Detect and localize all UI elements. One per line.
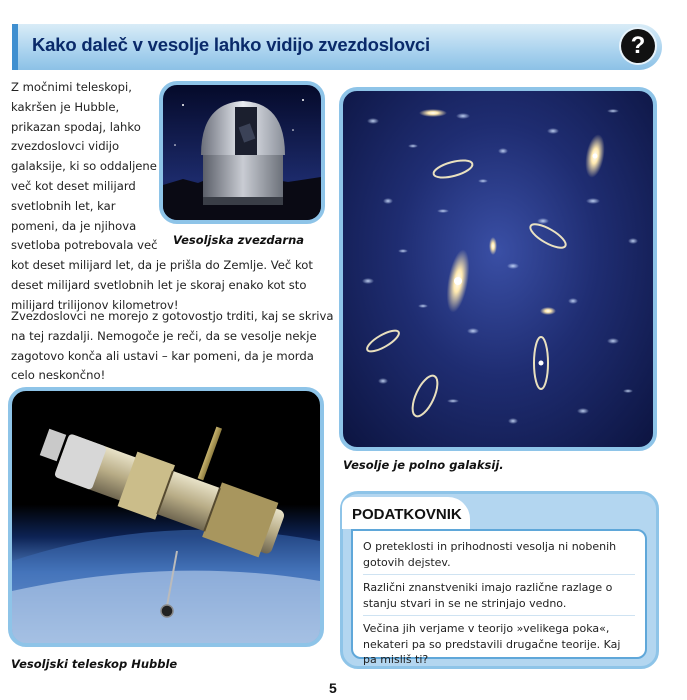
hubble-illustration <box>12 391 320 643</box>
observatory-caption: Vesoljska zvezdarna <box>173 233 305 247</box>
factbox-content <box>351 529 647 666</box>
hubble-image <box>8 387 324 647</box>
galaxies-image <box>339 87 657 451</box>
observatory-image <box>159 81 325 224</box>
galaxies-caption: Vesolje je polno galaksij. <box>343 458 504 472</box>
page-title: Kako daleč v vesolje lahko vidijo zvezdoslovci <box>32 34 430 55</box>
distance-paragraph: Zvezdoslovci ne morejo z gotovostjo trditi, kaj se skriva na tej razdalji. Nemogoče je reči, da se vesolje nekje zagotovo konča ali ustavi – kar pomeni, da je morda celo neskončno! <box>11 309 334 383</box>
hubble-caption: Vesoljski teleskop Hubble <box>11 657 178 671</box>
title-banner <box>12 24 662 70</box>
factbox-title: PODATKOVNIK <box>352 506 462 523</box>
factbox-item: O preteklosti in prihodnosti vesolja ni nobenih gotovih dejstev. <box>363 539 635 575</box>
page-number: 5 <box>329 680 337 696</box>
galaxies-illustration <box>343 91 653 447</box>
question-mark-icon: ? <box>621 29 655 63</box>
intro-paragraph-text: Z močnimi teleskopi, kakršen je Hubble, prikazan spodaj, lahko zvezdoslovci vidijo galaksije, ki so oddaljene več kot deset milijard svetlobnih let, kar pomeni, da je njihova svetloba potrebovala več kot deset milijard let, da je prišla do Zemlje. Več kot deset milijard svetlobnih let je skoraj enako kot sto milijard trilijonov kilometrov! <box>11 80 313 312</box>
factbox-item: Večina jih verjame v teorijo »velikega poka«, nekateri pa so predstavili drugačne teorije. Kaj pa misliš ti? <box>363 622 621 666</box>
observatory-illustration <box>163 85 321 220</box>
factbox-item: Različni znanstveniki imajo različne razlage o stanju stvari in se ne strinjajo vedno. <box>363 580 635 616</box>
